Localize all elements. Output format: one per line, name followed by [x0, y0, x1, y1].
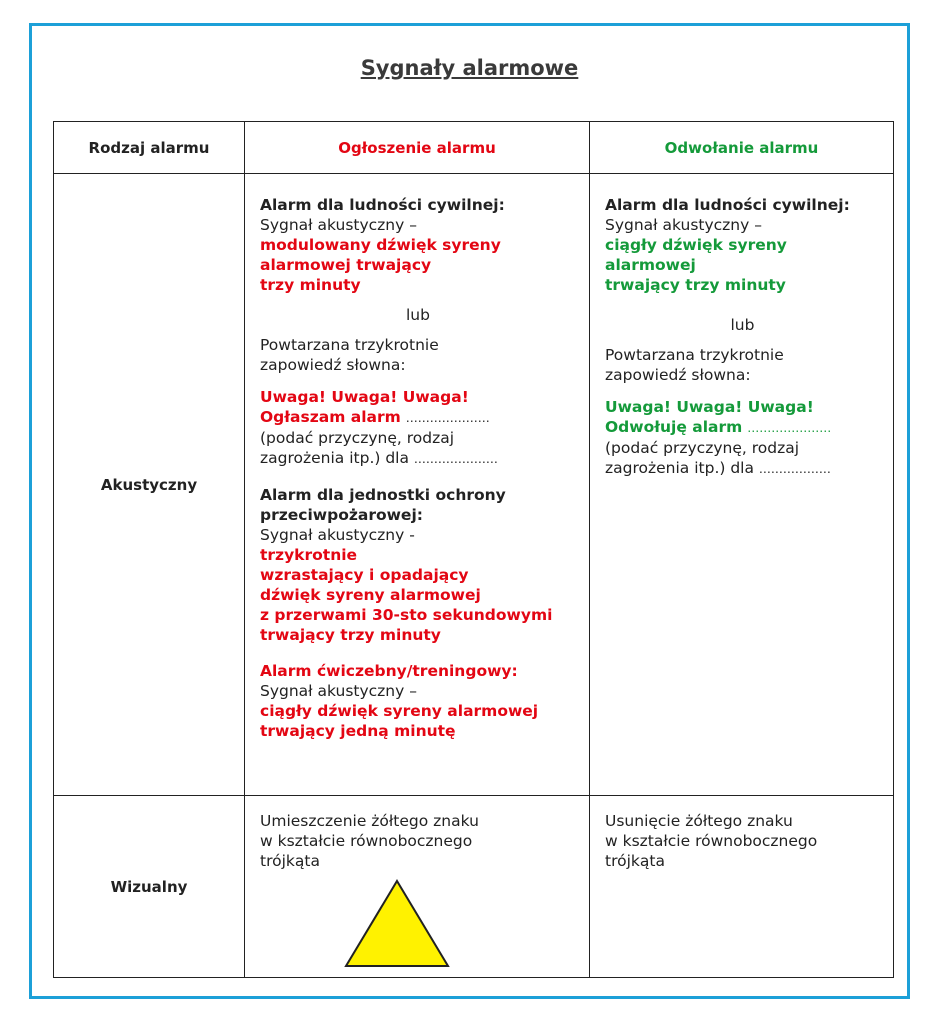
visual-cancel-text-3: trójkąta: [605, 852, 665, 870]
cancel-signal-desc-2: trwający trzy minuty: [605, 276, 786, 294]
cancel-warning-phrase: Uwaga! Uwaga! Uwaga!: [605, 398, 814, 416]
drill-signal-desc-1: ciągły dźwięk syreny alarmowej: [260, 702, 539, 720]
header-alarm-type: Rodzaj alarmu: [54, 122, 245, 174]
page-title: Sygnały alarmowe: [360, 56, 579, 80]
repeat-text-2: zapowiedź słowna:: [260, 356, 406, 374]
acoustic-cancel-cell: [590, 174, 894, 796]
civil-signal-desc-1: modulowany dźwięk syreny: [260, 236, 501, 254]
cancel-reason-dots: ………………: [758, 462, 831, 476]
table-row-acoustic: [54, 174, 894, 796]
cancel-reason-text-1: (podać przyczynę, rodzaj: [605, 439, 800, 457]
yellow-triangle-icon: [344, 879, 450, 969]
civil-signal-desc-2: alarmowej trwający: [260, 256, 432, 274]
cancel-reason-text-2: zagrożenia itp.) dla: [605, 459, 754, 477]
repeat-text-1: Powtarzana trzykrotnie: [260, 336, 439, 354]
drill-signal-desc-2: trwający jedną minutę: [260, 722, 456, 740]
fire-signal-desc-5: trwający trzy minuty: [260, 626, 441, 644]
warning-phrase: Uwaga! Uwaga! Uwaga!: [260, 388, 469, 406]
drill-signal-text: Sygnał akustyczny –: [260, 682, 417, 700]
fire-signal-desc-1: trzykrotnie: [260, 546, 358, 564]
visual-cancel-cell: [590, 796, 894, 978]
visual-announce-cell: [245, 796, 590, 978]
cancel-signal-text: Sygnał akustyczny –: [605, 216, 762, 234]
table-header-row: [54, 122, 894, 174]
announce-phrase: Ogłaszam alarm: [260, 408, 401, 426]
row-label-visual: Wizualny: [54, 796, 245, 978]
cancel-repeat-text-2: zapowiedź słowna:: [605, 366, 751, 384]
civil-alarm-title: Alarm dla ludności cywilnej:: [260, 196, 505, 214]
cancel-civil-alarm-title: Alarm dla ludności cywilnej:: [605, 196, 850, 214]
visual-cancel-text-2: w kształcie równobocznego: [605, 832, 818, 850]
fire-alarm-title-2: przeciwpożarowej:: [260, 506, 423, 524]
fire-signal-desc-4: z przerwami 30-sto sekundowymi: [260, 606, 553, 624]
reason-text-2: zagrożenia itp.) dla: [260, 449, 409, 467]
civil-signal-text: Sygnał akustyczny –: [260, 216, 417, 234]
fire-signal-text: Sygnał akustyczny -: [260, 526, 415, 544]
visual-announce-text-1: Umieszczenie żółtego znaku: [260, 812, 479, 830]
visual-announce-text-2: w kształcie równobocznego: [260, 832, 473, 850]
acoustic-announce-cell: [245, 174, 590, 796]
fire-alarm-title-1: Alarm dla jednostki ochrony: [260, 486, 506, 504]
drill-alarm-title: Alarm ćwiczebny/treningowy:: [260, 662, 518, 680]
cancel-phrase: Odwołuję alarm: [605, 418, 743, 436]
fire-signal-desc-2: wzrastający i opadający: [260, 566, 469, 584]
or-text: lub: [406, 306, 430, 324]
reason-dots: …………………: [413, 452, 498, 466]
cancel-signal-desc-1: ciągły dźwięk syreny alarmowej: [605, 236, 787, 274]
alarm-signals-table: [53, 121, 894, 978]
table-row-visual: [54, 796, 894, 978]
cancel-dots: …………………: [747, 421, 832, 435]
visual-cancel-text-1: Usunięcie żółtego znaku: [605, 812, 793, 830]
civil-signal-desc-3: trzy minuty: [260, 276, 361, 294]
reason-text-1: (podać przyczynę, rodzaj: [260, 429, 455, 447]
cancel-or-text: lub: [730, 316, 755, 334]
row-label-acoustic: Akustyczny: [54, 174, 245, 796]
page-frame: [29, 23, 910, 999]
visual-announce-text-3: trójkąta: [260, 852, 320, 870]
header-cancel: Odwołanie alarmu: [590, 122, 894, 174]
announce-dots: …………………: [405, 411, 490, 425]
header-announce: Ogłoszenie alarmu: [245, 122, 590, 174]
cancel-repeat-text-1: Powtarzana trzykrotnie: [605, 346, 784, 364]
fire-signal-desc-3: dźwięk syreny alarmowej: [260, 586, 481, 604]
